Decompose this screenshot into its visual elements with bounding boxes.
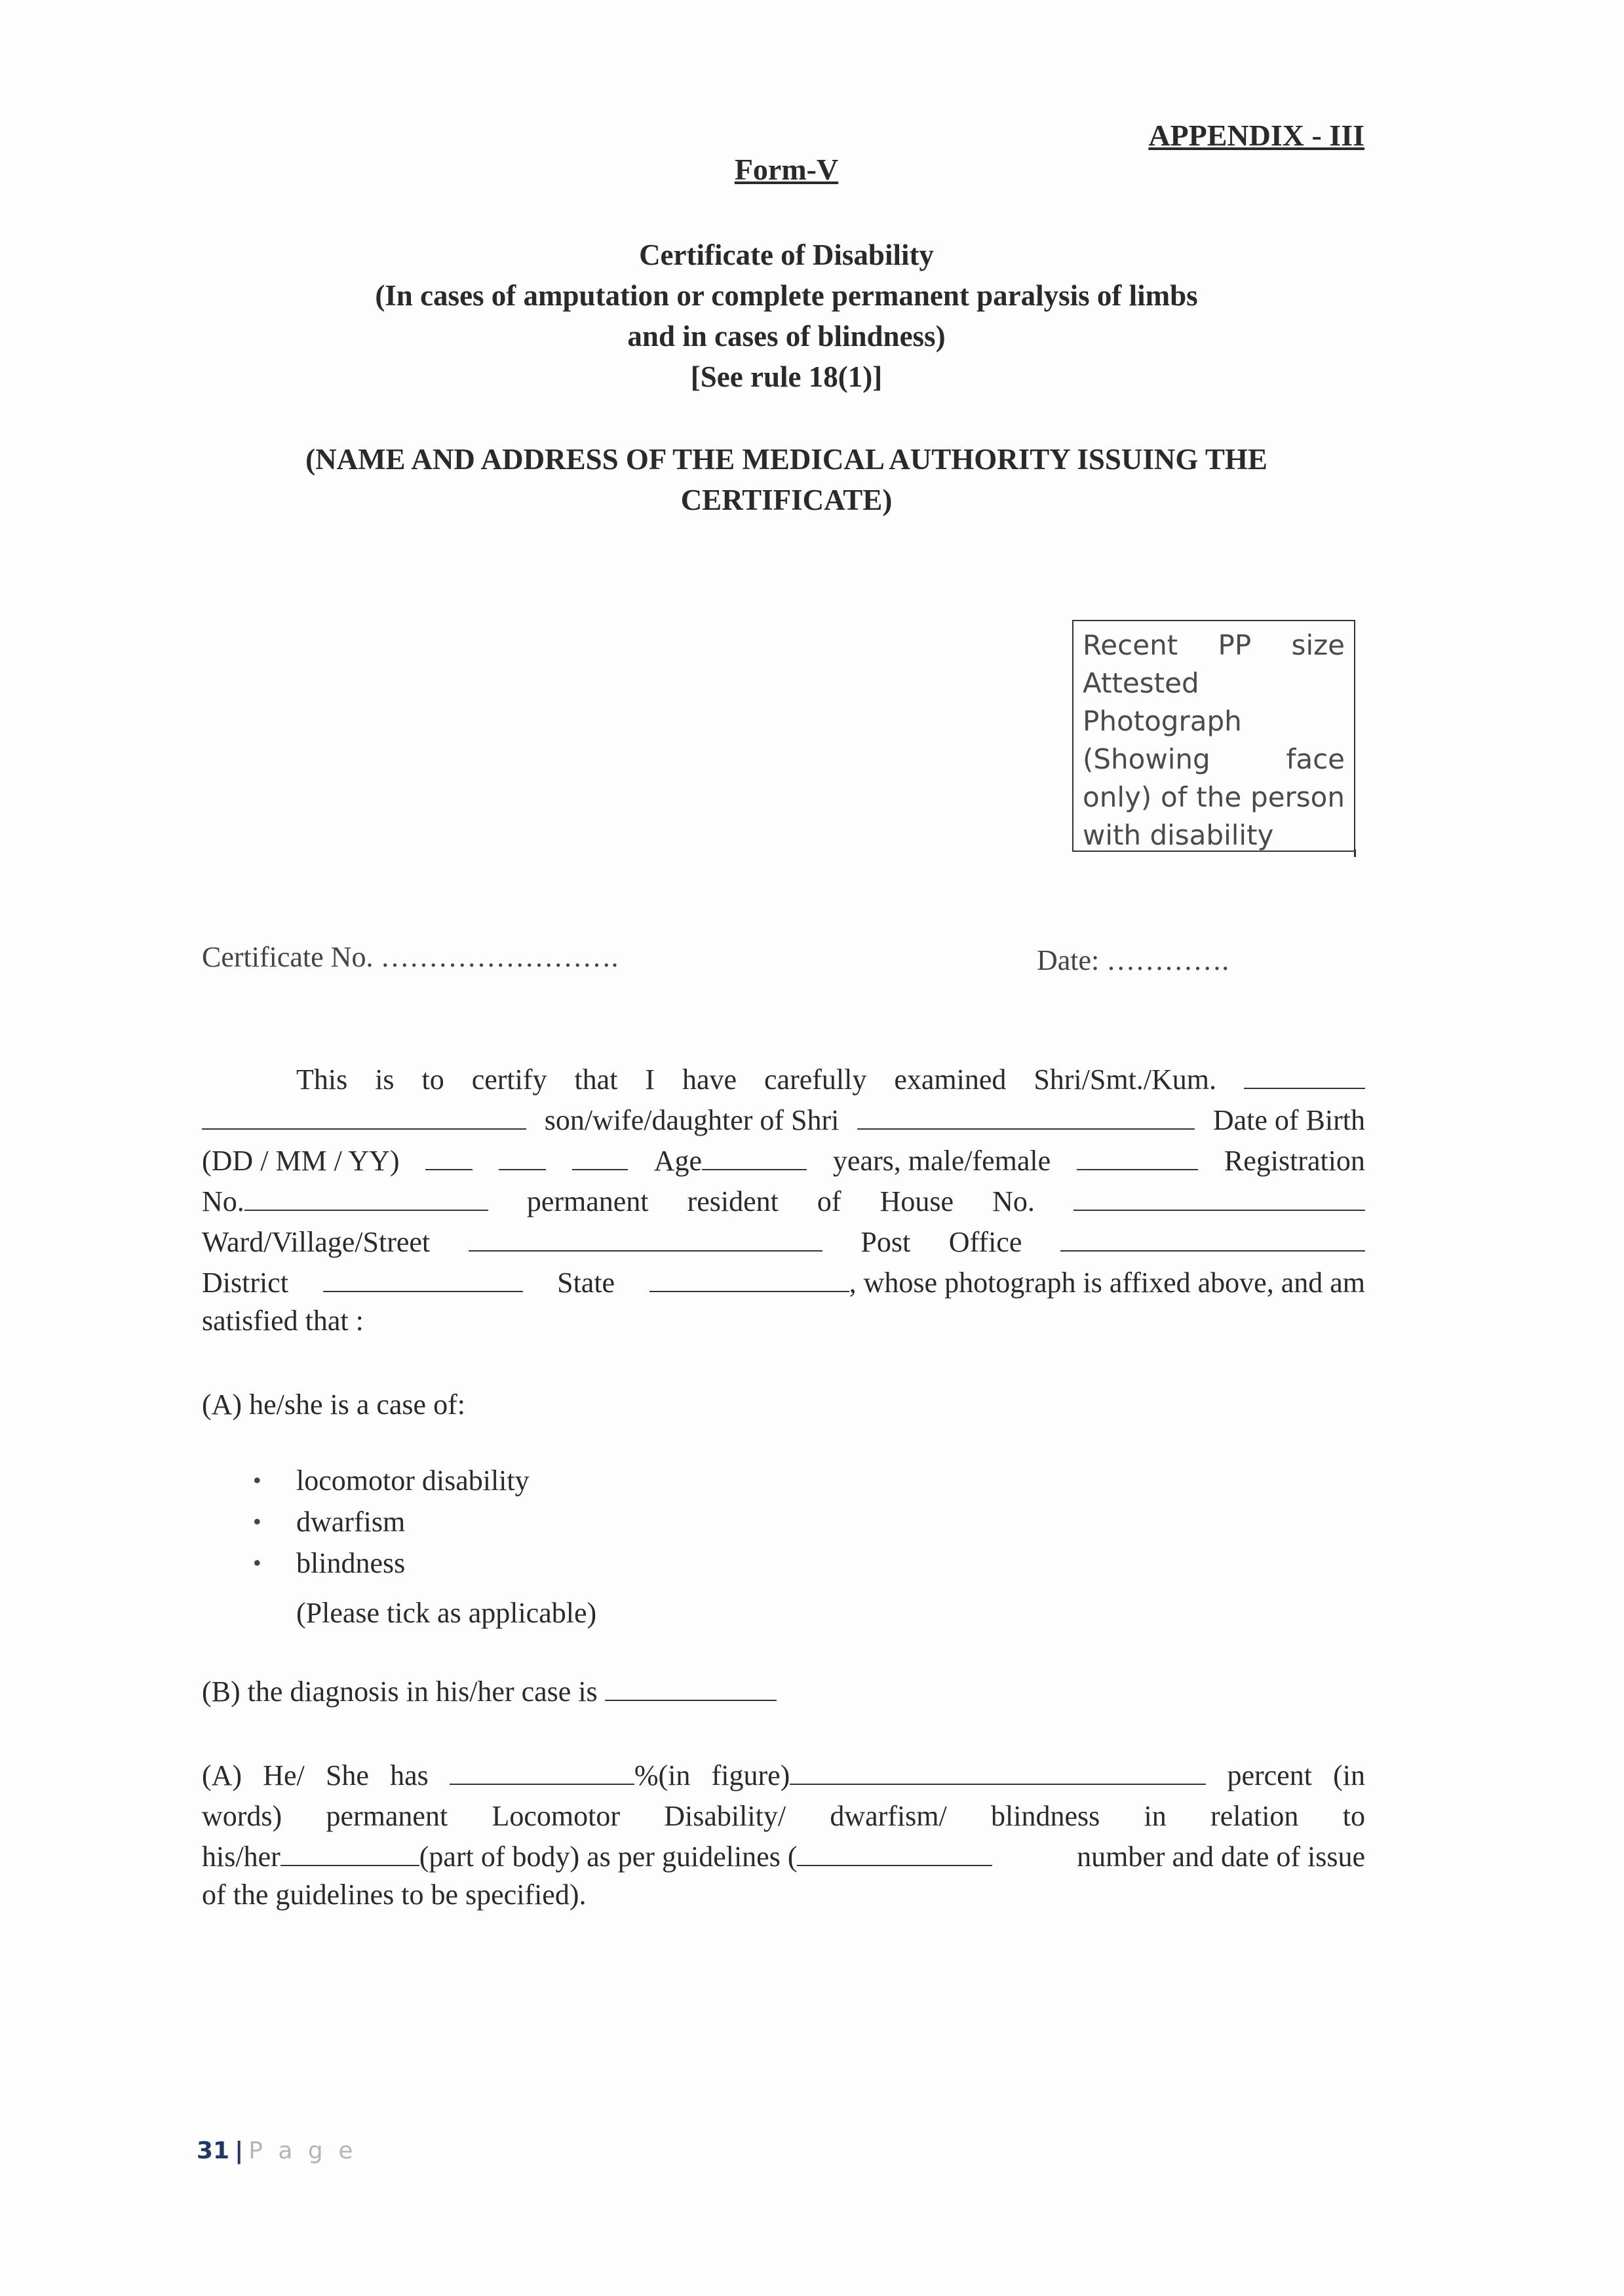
certificate-title: [0, 235, 1573, 397]
name-blank-continued[interactable]: [202, 1128, 526, 1130]
photograph-box: Recent PP size Attested Photograph (Showing face only) of the person with disability: [1072, 620, 1355, 852]
percentage-line-4: of the guidelines to be specified).: [202, 1879, 587, 1911]
photo-box-mark: [1354, 849, 1356, 857]
page-number: 31: [197, 2137, 230, 2164]
guidelines-number-blank[interactable]: [797, 1865, 992, 1866]
percent-words-blank[interactable]: [790, 1784, 1206, 1785]
form-label: Form-V: [734, 153, 839, 186]
percentage-line-3: his/her (part of body) as per guidelines ( number and date of issue: [202, 1841, 1365, 1873]
certify-line-6: District State , whose photograph is affixed above, and am: [202, 1267, 1365, 1299]
diagnosis-blank[interactable]: [605, 1700, 777, 1701]
title-line-1: Certificate of Disability: [639, 239, 934, 271]
dob-day-blank[interactable]: [425, 1169, 473, 1170]
certify-line-2: son/wife/daughter of Shri Date of Birth: [202, 1103, 1365, 1137]
issuing-authority-heading: [0, 439, 1573, 520]
name-blank[interactable]: [1244, 1088, 1365, 1089]
date-dots: ………….: [1106, 944, 1229, 976]
father-name-blank[interactable]: [857, 1128, 1195, 1130]
date-field: [1037, 944, 1229, 977]
title-line-3: and in cases of blindness): [627, 320, 946, 353]
authority-line-2: CERTIFICATE): [680, 484, 893, 516]
title-line-4: [See rule 18(1)]: [690, 360, 883, 393]
title-line-2: (In cases of amputation or complete permanent paralysis of limbs: [375, 279, 1198, 312]
date-label: Date:: [1037, 944, 1100, 976]
certify-line-3: (DD / MM / YY) Age years, male/female Registration: [202, 1145, 1365, 1177]
list-item-locomotor-disability[interactable]: • locomotor disability: [296, 1460, 530, 1501]
house-number-blank[interactable]: [1073, 1210, 1365, 1211]
age-blank[interactable]: [702, 1169, 807, 1170]
appendix-label: APPENDIX - III: [1148, 119, 1364, 152]
list-item-dwarfism[interactable]: • dwarfism: [296, 1501, 530, 1542]
percent-figure-blank[interactable]: [450, 1784, 634, 1785]
gender-blank[interactable]: [1077, 1169, 1198, 1170]
footer-separator: |: [235, 2137, 244, 2164]
ward-village-street-blank[interactable]: [469, 1250, 822, 1252]
percentage-line-2: words) permanent Locomotor Disability/ dwarfism/ blindness in relation to: [202, 1800, 1365, 1832]
disability-type-list: [249, 1460, 530, 1584]
percentage-line-1: (A) He/ She has %(in figure) percent (in: [202, 1759, 1365, 1791]
page-label: P a g e: [248, 2137, 357, 2164]
post-office-blank[interactable]: [1060, 1250, 1365, 1252]
certificate-number-field: [202, 940, 618, 974]
certify-line-4: No. permanent resident of House No.: [202, 1185, 1365, 1218]
certificate-number-label: Certificate No.: [202, 941, 374, 973]
certificate-number-dots: …………………….: [380, 941, 619, 973]
tick-instruction: (Please tick as applicable): [296, 1597, 597, 1629]
dob-year-blank[interactable]: [572, 1169, 628, 1170]
state-blank[interactable]: [649, 1291, 849, 1292]
section-b-diagnosis: (B) the diagnosis in his/her case is: [202, 1675, 777, 1708]
certify-line-1: This is to certify that I have carefully examined Shri/Smt./Kum.: [296, 1063, 1365, 1096]
dob-month-blank[interactable]: [499, 1169, 546, 1170]
certify-line-7: satisfied that :: [202, 1305, 364, 1337]
district-blank[interactable]: [323, 1291, 523, 1292]
authority-line-1: (NAME AND ADDRESS OF THE MEDICAL AUTHORITY ISSUING THE: [305, 443, 1267, 476]
list-item-blindness[interactable]: • blindness: [296, 1542, 530, 1584]
page-footer: [197, 2137, 357, 2164]
body-part-blank[interactable]: [280, 1865, 419, 1866]
certify-line-5: Ward/Village/Street Post Office: [202, 1225, 1365, 1259]
registration-number-blank[interactable]: [244, 1210, 488, 1211]
section-a-heading: (A) he/she is a case of:: [202, 1388, 465, 1421]
